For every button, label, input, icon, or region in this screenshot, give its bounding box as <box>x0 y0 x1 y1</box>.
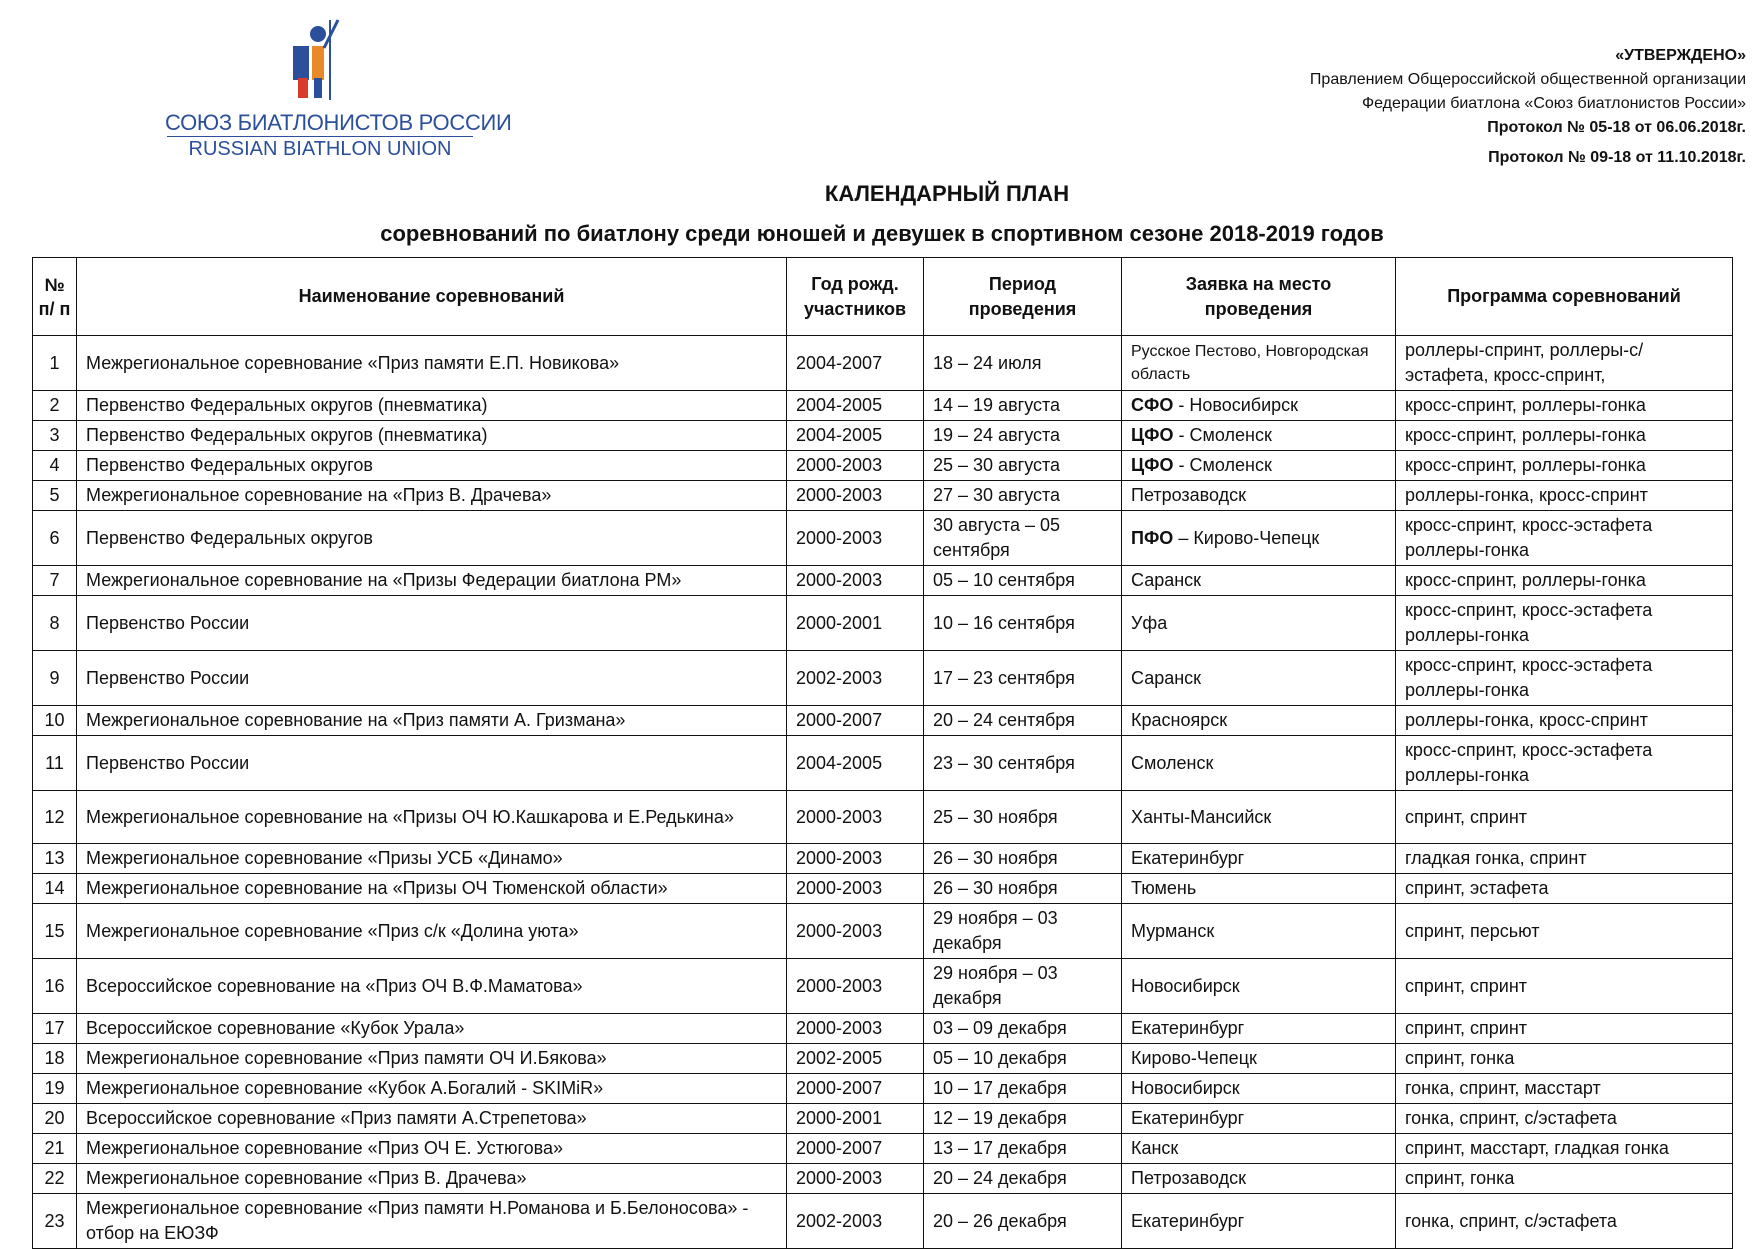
row-program: спринт, спринт <box>1396 1014 1733 1044</box>
row-place: Красноярск <box>1122 706 1396 736</box>
table-row <box>33 1044 1733 1074</box>
header-year: Год рожд. участников <box>787 258 924 336</box>
approval-stamp: «УТВЕРЖДЕНО» <box>1615 47 1746 64</box>
row-name: Межрегиональное соревнование на «Призы Федерации биатлона РМ» <box>77 566 787 596</box>
row-num: 8 <box>33 596 77 651</box>
row-year: 2002-2003 <box>787 1194 924 1249</box>
row-program: кросс-спринт, кросс-эстафета роллеры-гонка <box>1396 651 1733 706</box>
row-program: кросс-спринт, роллеры-гонка <box>1396 566 1733 596</box>
row-place: Новосибирск <box>1122 959 1396 1014</box>
row-program: роллеры-спринт, роллеры-с/эстафета, кросс-спринт, <box>1396 336 1733 391</box>
row-program: спринт, спринт <box>1396 959 1733 1014</box>
row-period: 20 – 26 декабря <box>924 1194 1122 1249</box>
row-program: спринт, масстарт, гладкая гонка <box>1396 1134 1733 1164</box>
row-place <box>1122 451 1396 481</box>
approval-protocol-2: Протокол № 09-18 от 11.10.2018г. <box>1488 149 1746 166</box>
row-num: 21 <box>33 1134 77 1164</box>
table-row <box>33 844 1733 874</box>
row-name: Межрегиональное соревнование «Приз ОЧ Е. Устюгова» <box>77 1134 787 1164</box>
row-city: – Кирово-Чепецк <box>1173 527 1320 548</box>
row-name: Первенство России <box>77 736 787 791</box>
row-name: Всероссийское соревнование на «Приз ОЧ В.Ф.Маматова» <box>77 959 787 1014</box>
row-place <box>1122 511 1396 566</box>
row-year: 2000-2007 <box>787 1134 924 1164</box>
row-program: кросс-спринт, кросс-эстафета роллеры-гонка <box>1396 511 1733 566</box>
row-year: 2000-2003 <box>787 844 924 874</box>
table-row <box>33 874 1733 904</box>
row-name: Всероссийское соревнование «Приз памяти А.Стрепетова» <box>77 1104 787 1134</box>
logo <box>165 18 512 168</box>
row-place: Ханты-Мансийск <box>1122 791 1396 844</box>
row-place <box>1122 391 1396 421</box>
row-place: Смоленск <box>1122 736 1396 791</box>
row-name: Межрегиональное соревнование «Приз В. Драчева» <box>77 1164 787 1194</box>
row-period: 25 – 30 ноября <box>924 791 1122 844</box>
row-num: 6 <box>33 511 77 566</box>
row-program: роллеры-гонка, кросс-спринт <box>1396 481 1733 511</box>
row-name: Первенство России <box>77 596 787 651</box>
row-period: 18 – 24 июля <box>924 336 1122 391</box>
document-title <box>0 174 1764 254</box>
row-year: 2000-2003 <box>787 1014 924 1044</box>
row-place: Русское Пестово, Новгородская область <box>1122 336 1396 391</box>
row-period: 25 – 30 августа <box>924 451 1122 481</box>
row-year: 2000-2001 <box>787 596 924 651</box>
header-place: Заявка на место проведения <box>1122 258 1396 336</box>
row-name: Первенство Федеральных округов <box>77 451 787 481</box>
row-year: 2000-2003 <box>787 451 924 481</box>
row-place: Уфа <box>1122 596 1396 651</box>
table-row <box>33 1104 1733 1134</box>
approval-line-2: Федерации биатлона «Союз биатлонистов России» <box>1361 95 1746 112</box>
row-period: 23 – 30 сентября <box>924 736 1122 791</box>
table-row <box>33 1074 1733 1104</box>
row-program: спринт, спринт <box>1396 791 1733 844</box>
row-program: гонка, спринт, с/эстафета <box>1396 1194 1733 1249</box>
row-program: кросс-спринт, кросс-эстафета роллеры-гонка <box>1396 596 1733 651</box>
row-period: 19 – 24 августа <box>924 421 1122 451</box>
row-program: спринт, эстафета <box>1396 874 1733 904</box>
row-period: 29 ноября – 03 декабря <box>924 959 1122 1014</box>
row-period: 27 – 30 августа <box>924 481 1122 511</box>
table-row <box>33 511 1733 566</box>
row-num: 19 <box>33 1074 77 1104</box>
row-place: Саранск <box>1122 651 1396 706</box>
table-row <box>33 736 1733 791</box>
calendar-table <box>32 257 1733 1249</box>
row-region: ЦФО <box>1131 425 1174 445</box>
table-header-row <box>33 258 1733 336</box>
row-name: Межрегиональное соревнование на «Приз памяти А. Гризмана» <box>77 706 787 736</box>
row-period: 14 – 19 августа <box>924 391 1122 421</box>
row-name: Первенство России <box>77 651 787 706</box>
row-program: кросс-спринт, роллеры-гонка <box>1396 451 1733 481</box>
row-num: 12 <box>33 791 77 844</box>
row-place: Екатеринбург <box>1122 844 1396 874</box>
table-row <box>33 451 1733 481</box>
row-period: 05 – 10 декабря <box>924 1044 1122 1074</box>
row-year: 2002-2005 <box>787 1044 924 1074</box>
row-num: 5 <box>33 481 77 511</box>
row-program: спринт, гонка <box>1396 1164 1733 1194</box>
table-row <box>33 904 1733 959</box>
row-period: 12 – 19 декабря <box>924 1104 1122 1134</box>
table-row <box>33 481 1733 511</box>
row-num: 18 <box>33 1044 77 1074</box>
row-city: - Новосибирск <box>1173 395 1299 415</box>
row-num: 14 <box>33 874 77 904</box>
row-place: Тюмень <box>1122 874 1396 904</box>
row-year: 2000-2007 <box>787 1074 924 1104</box>
row-place: Екатеринбург <box>1122 1194 1396 1249</box>
row-num: 4 <box>33 451 77 481</box>
row-num: 16 <box>33 959 77 1014</box>
header-name: Наименование соревнований <box>77 258 787 336</box>
row-name: Первенство Федеральных округов (пневматика) <box>77 421 787 451</box>
approval-protocol-1: Протокол № 05-18 от 06.06.2018г. <box>1487 119 1746 136</box>
logo-name-ru: СОЮЗ БИАТЛОНИСТОВ РОССИИ <box>165 110 512 135</box>
row-num: 10 <box>33 706 77 736</box>
row-place: Екатеринбург <box>1122 1104 1396 1134</box>
row-num: 11 <box>33 736 77 791</box>
table-row <box>33 959 1733 1014</box>
header-num: № п/ п <box>33 258 77 336</box>
table-row <box>33 421 1733 451</box>
row-year: 2000-2003 <box>787 566 924 596</box>
row-region: СФО <box>1131 395 1174 415</box>
table-row <box>33 1014 1733 1044</box>
row-place: Мурманск <box>1122 904 1396 959</box>
row-period: 30 августа – 05 сентября <box>924 511 1122 566</box>
row-num: 23 <box>33 1194 77 1249</box>
row-region: ЦФО <box>1131 455 1174 475</box>
row-num: 2 <box>33 391 77 421</box>
row-period: 10 – 16 сентября <box>924 596 1122 651</box>
row-year: 2004-2005 <box>787 391 924 421</box>
row-name: Межрегиональное соревнование на «Призы ОЧ Ю.Кашкарова и Е.Редькина» <box>77 791 787 844</box>
approval-block <box>1310 44 1746 170</box>
header-program: Программа соревнований <box>1396 258 1733 336</box>
row-region: ПФО <box>1131 527 1174 548</box>
row-period: 20 – 24 сентября <box>924 706 1122 736</box>
row-program: спринт, персьют <box>1396 904 1733 959</box>
row-period: 26 – 30 ноября <box>924 874 1122 904</box>
logo-divider <box>167 136 473 137</box>
row-program: кросс-спринт, роллеры-гонка <box>1396 391 1733 421</box>
row-year: 2000-2003 <box>787 481 924 511</box>
row-name: Всероссийское соревнование «Кубок Урала» <box>77 1014 787 1044</box>
row-program: гонка, спринт, с/эстафета <box>1396 1104 1733 1134</box>
row-name: Межрегиональное соревнование «Кубок А.Богалий - SKIMiR» <box>77 1074 787 1104</box>
row-city: - Смоленск <box>1173 455 1272 475</box>
row-period: 17 – 23 сентября <box>924 651 1122 706</box>
row-year: 2000-2003 <box>787 1164 924 1194</box>
row-num: 17 <box>33 1014 77 1044</box>
row-place <box>1122 421 1396 451</box>
row-year: 2000-2003 <box>787 791 924 844</box>
approval-line-1: Правлением Общероссийской общественной организации <box>1309 71 1746 88</box>
table-row <box>33 651 1733 706</box>
row-year: 2002-2003 <box>787 651 924 706</box>
row-place: Саранск <box>1122 566 1396 596</box>
table-row <box>33 1194 1733 1249</box>
row-year: 2000-2003 <box>787 511 924 566</box>
row-name: Межрегиональное соревнование «Призы УСБ «Динамо» <box>77 844 787 874</box>
row-name: Межрегиональное соревнование «Приз памяти ОЧ И.Бякова» <box>77 1044 787 1074</box>
row-program: кросс-спринт, кросс-эстафета роллеры-гонка <box>1396 736 1733 791</box>
biathlete-icon <box>290 18 340 102</box>
row-name: Межрегиональное соревнование «Приз памяти Н.Романова и Б.Белоносова» - отбор на ЕЮЗФ <box>77 1194 787 1249</box>
table-row <box>33 391 1733 421</box>
row-year: 2004-2007 <box>787 336 924 391</box>
row-place: Кирово-Чепецк <box>1122 1044 1396 1074</box>
table-row <box>33 336 1733 391</box>
row-place: Петрозаводск <box>1122 1164 1396 1194</box>
table-row <box>33 596 1733 651</box>
table-row <box>33 566 1733 596</box>
row-program: спринт, гонка <box>1396 1044 1733 1074</box>
row-num: 9 <box>33 651 77 706</box>
row-name: Межрегиональное соревнование «Приз с/к «Долина уюта» <box>77 904 787 959</box>
row-year: 2000-2001 <box>787 1104 924 1134</box>
row-num: 15 <box>33 904 77 959</box>
row-period: 05 – 10 сентября <box>924 566 1122 596</box>
row-num: 13 <box>33 844 77 874</box>
row-num: 3 <box>33 421 77 451</box>
row-year: 2004-2005 <box>787 421 924 451</box>
row-period: 10 – 17 декабря <box>924 1074 1122 1104</box>
header-period: Период проведения <box>924 258 1122 336</box>
row-period: 20 – 24 декабря <box>924 1164 1122 1194</box>
row-place: Канск <box>1122 1134 1396 1164</box>
row-place: Петрозаводск <box>1122 481 1396 511</box>
row-period: 29 ноября – 03 декабря <box>924 904 1122 959</box>
title-line-1: КАЛЕНДАРНЫЙ ПЛАН <box>824 181 1070 206</box>
row-year: 2000-2003 <box>787 904 924 959</box>
row-program: гладкая гонка, спринт <box>1396 844 1733 874</box>
row-name: Первенство Федеральных округов (пневматика) <box>77 391 787 421</box>
row-num: 7 <box>33 566 77 596</box>
row-num: 22 <box>33 1164 77 1194</box>
row-year: 2000-2007 <box>787 706 924 736</box>
row-program: кросс-спринт, роллеры-гонка <box>1396 421 1733 451</box>
row-place: Екатеринбург <box>1122 1014 1396 1044</box>
row-name: Межрегиональное соревнование на «Приз В. Драчева» <box>77 481 787 511</box>
row-name: Межрегиональное соревнование на «Призы ОЧ Тюменской области» <box>77 874 787 904</box>
row-num: 20 <box>33 1104 77 1134</box>
title-line-2: соревнований по биатлону среди юношей и девушек в спортивном сезоне 2018-2019 годов <box>380 221 1384 246</box>
row-year: 2000-2003 <box>787 959 924 1014</box>
row-num: 1 <box>33 336 77 391</box>
row-period: 03 – 09 декабря <box>924 1014 1122 1044</box>
row-program: роллеры-гонка, кросс-спринт <box>1396 706 1733 736</box>
row-name: Межрегиональное соревнование «Приз памяти Е.П. Новикова» <box>77 336 787 391</box>
row-city: - Смоленск <box>1173 425 1272 445</box>
logo-name-en: RUSSIAN BIATHLON UNION <box>188 138 452 160</box>
row-place: Новосибирск <box>1122 1074 1396 1104</box>
table-row <box>33 1134 1733 1164</box>
table-row <box>33 1164 1733 1194</box>
table-row <box>33 791 1733 844</box>
row-period: 26 – 30 ноября <box>924 844 1122 874</box>
row-name: Первенство Федеральных округов <box>77 511 787 566</box>
row-year: 2000-2003 <box>787 874 924 904</box>
table-row <box>33 706 1733 736</box>
row-period: 13 – 17 декабря <box>924 1134 1122 1164</box>
row-program: гонка, спринт, масстарт <box>1396 1074 1733 1104</box>
row-year: 2004-2005 <box>787 736 924 791</box>
